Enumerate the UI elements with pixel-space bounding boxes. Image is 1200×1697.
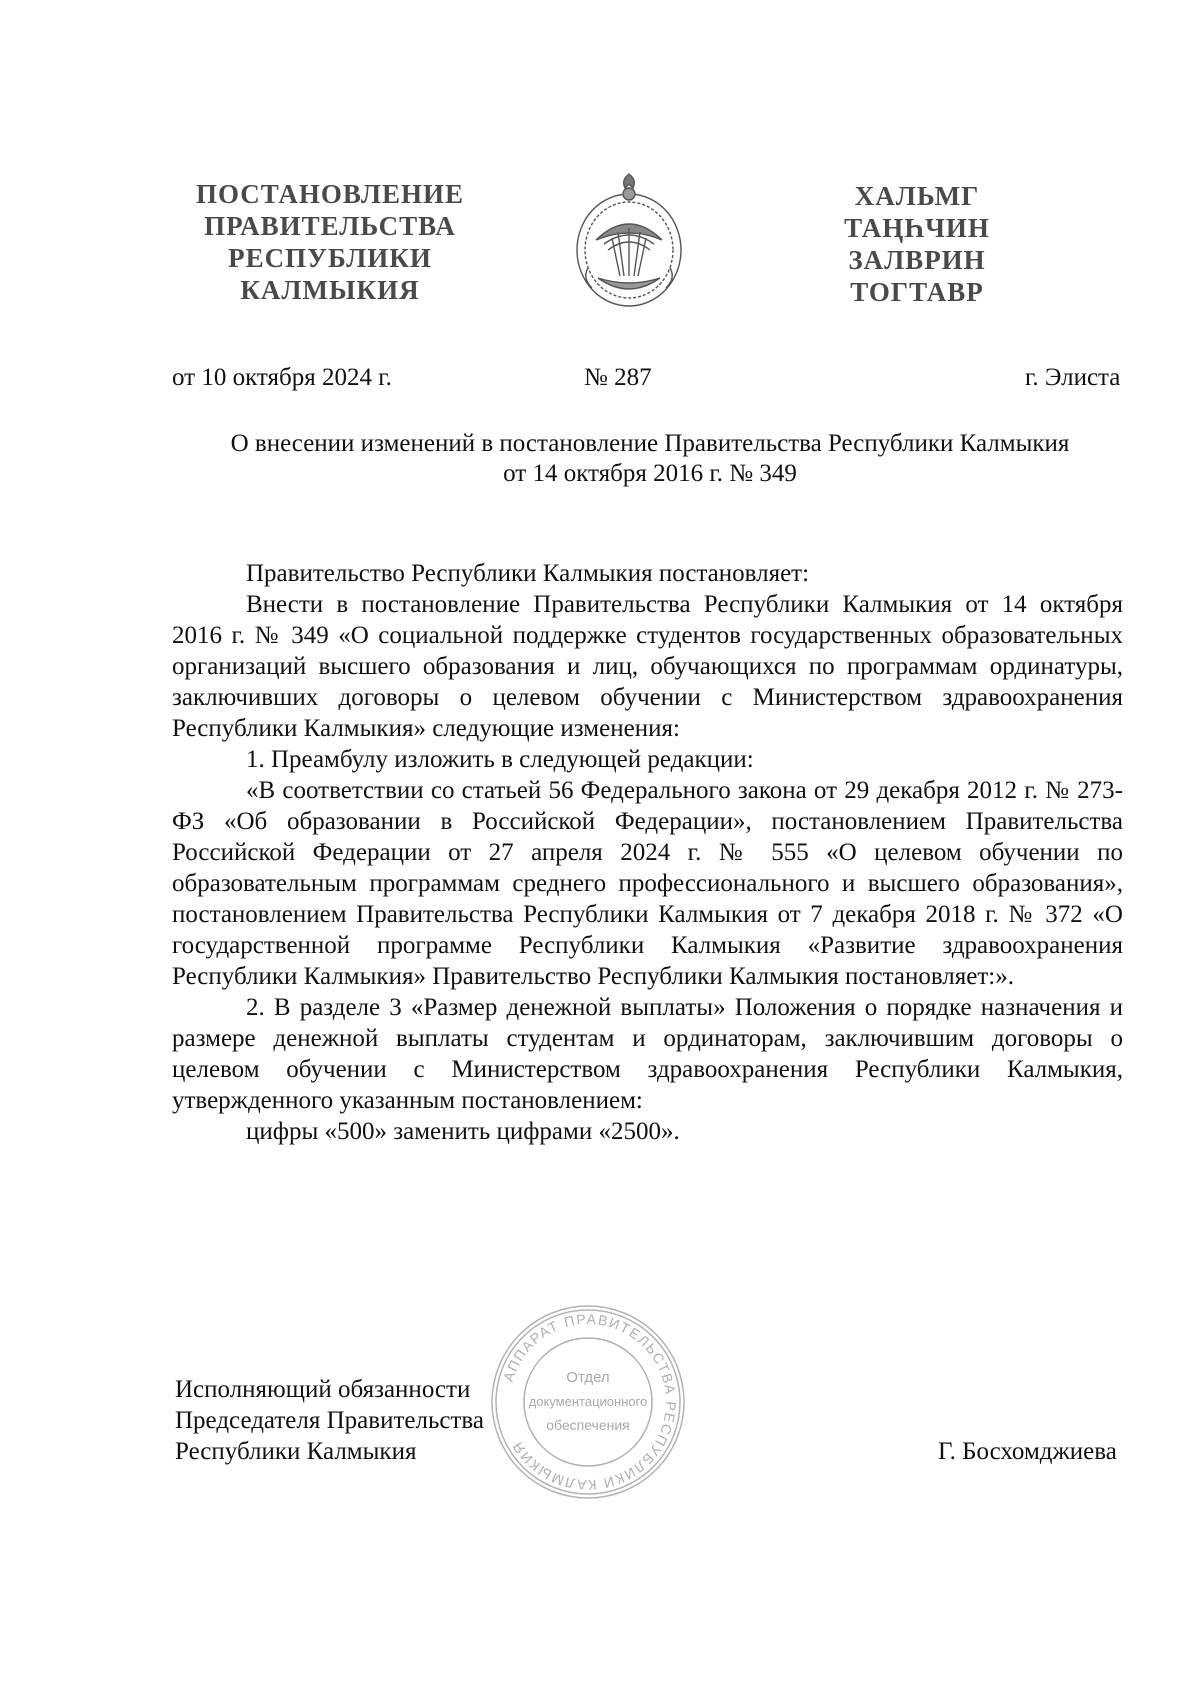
signature-line: Председателя Правительства <box>175 1407 484 1434</box>
document-number: № 287 <box>584 364 652 391</box>
stamp-center-line: документационного <box>528 1394 648 1409</box>
header-line: КАЛМЫКИЯ <box>240 275 420 305</box>
paragraph: «В соответствии со статьей 56 Федерального закона от 29 декабря 2012 г. № 273-ФЗ «Об образовании в Российской Федерации», постановлением Правительства Российской Федерации от 27 апреля 2024 г. № 555 «О целевом обучении по образовательным программам среднего профессионального и высшего образования», постановлением Правительства Республики Калмыкия от 7 декабря 2018 г. № 372 «О государственной программе Республики Калмыкия «Развитие здравоохранения Республики Калмыкия» Правительство Республики Калмыкия постановляет:». <box>172 777 1123 990</box>
document-body <box>172 558 1123 1147</box>
signature-line: Республики Калмыкия <box>175 1438 417 1465</box>
header-line: ТАҢҺЧИН <box>844 213 990 243</box>
header-title-kalmyk <box>832 180 1002 308</box>
subject-line: от 14 октября 2016 г. № 349 <box>503 460 797 487</box>
signature-line: Исполняющий обязанности <box>175 1376 471 1403</box>
header-line: ПРАВИТЕЛЬСТВА <box>204 211 456 241</box>
stamp-ring-text: АППАРАТ ПРАВИТЕЛЬСТВА РЕСПУБЛИКИ КАЛМЫКИЯ <box>499 1310 680 1494</box>
header-line: ХАЛЬМГ <box>854 181 980 211</box>
paragraph: цифры «500» заменить цифрами «2500». <box>246 1118 680 1145</box>
paragraph: Внести в постановление Правительства Республики Калмыкия от 14 октября 2016 г. № 349 «О социальной поддержке студентов государственных образовательных организаций высшего образования и лиц, обучающихся по программам ординатуры, заключивших договоры о целевом обучении с Министерством здравоохранения Республики Калмыкия» следующие изменения: <box>172 591 1123 742</box>
header-line: ЗАЛВРИН <box>848 245 986 275</box>
paragraph: Правительство Республики Калмыкия постановляет: <box>246 560 810 587</box>
document-subject <box>170 429 1130 489</box>
subject-line: О внесении изменений в постановление Правительства Республики Калмыкия <box>230 430 1070 457</box>
kalmykia-emblem-icon <box>568 168 690 314</box>
header-line: ТОГТАВР <box>850 277 984 307</box>
signature-title <box>175 1374 484 1467</box>
document-city: г. Элиста <box>1025 364 1121 391</box>
signatory-name: Г. Босхомджиева <box>938 1438 1117 1465</box>
paragraph: 2. В разделе 3 «Размер денежной выплаты» Положения о порядке назначения и размере денежной выплаты студентам и ординаторам, заключившим договоры о целевом обучении с Министерством здравоохранения Республики Калмыкия, утвержденного указанным постановлением: <box>172 994 1123 1114</box>
stamp-center-line: Отдел <box>566 1369 610 1386</box>
header-title-russian <box>185 178 475 306</box>
official-stamp <box>488 1302 688 1502</box>
header-line: ПОСТАНОВЛЕНИЕ <box>195 179 465 209</box>
document-date: от 10 октября 2024 г. <box>172 364 392 391</box>
paragraph: 1. Преамбулу изложить в следующей редакции: <box>246 746 754 773</box>
stamp-center-line: обеспечения <box>546 1417 630 1433</box>
header-line: РЕСПУБЛИКИ <box>228 243 432 273</box>
